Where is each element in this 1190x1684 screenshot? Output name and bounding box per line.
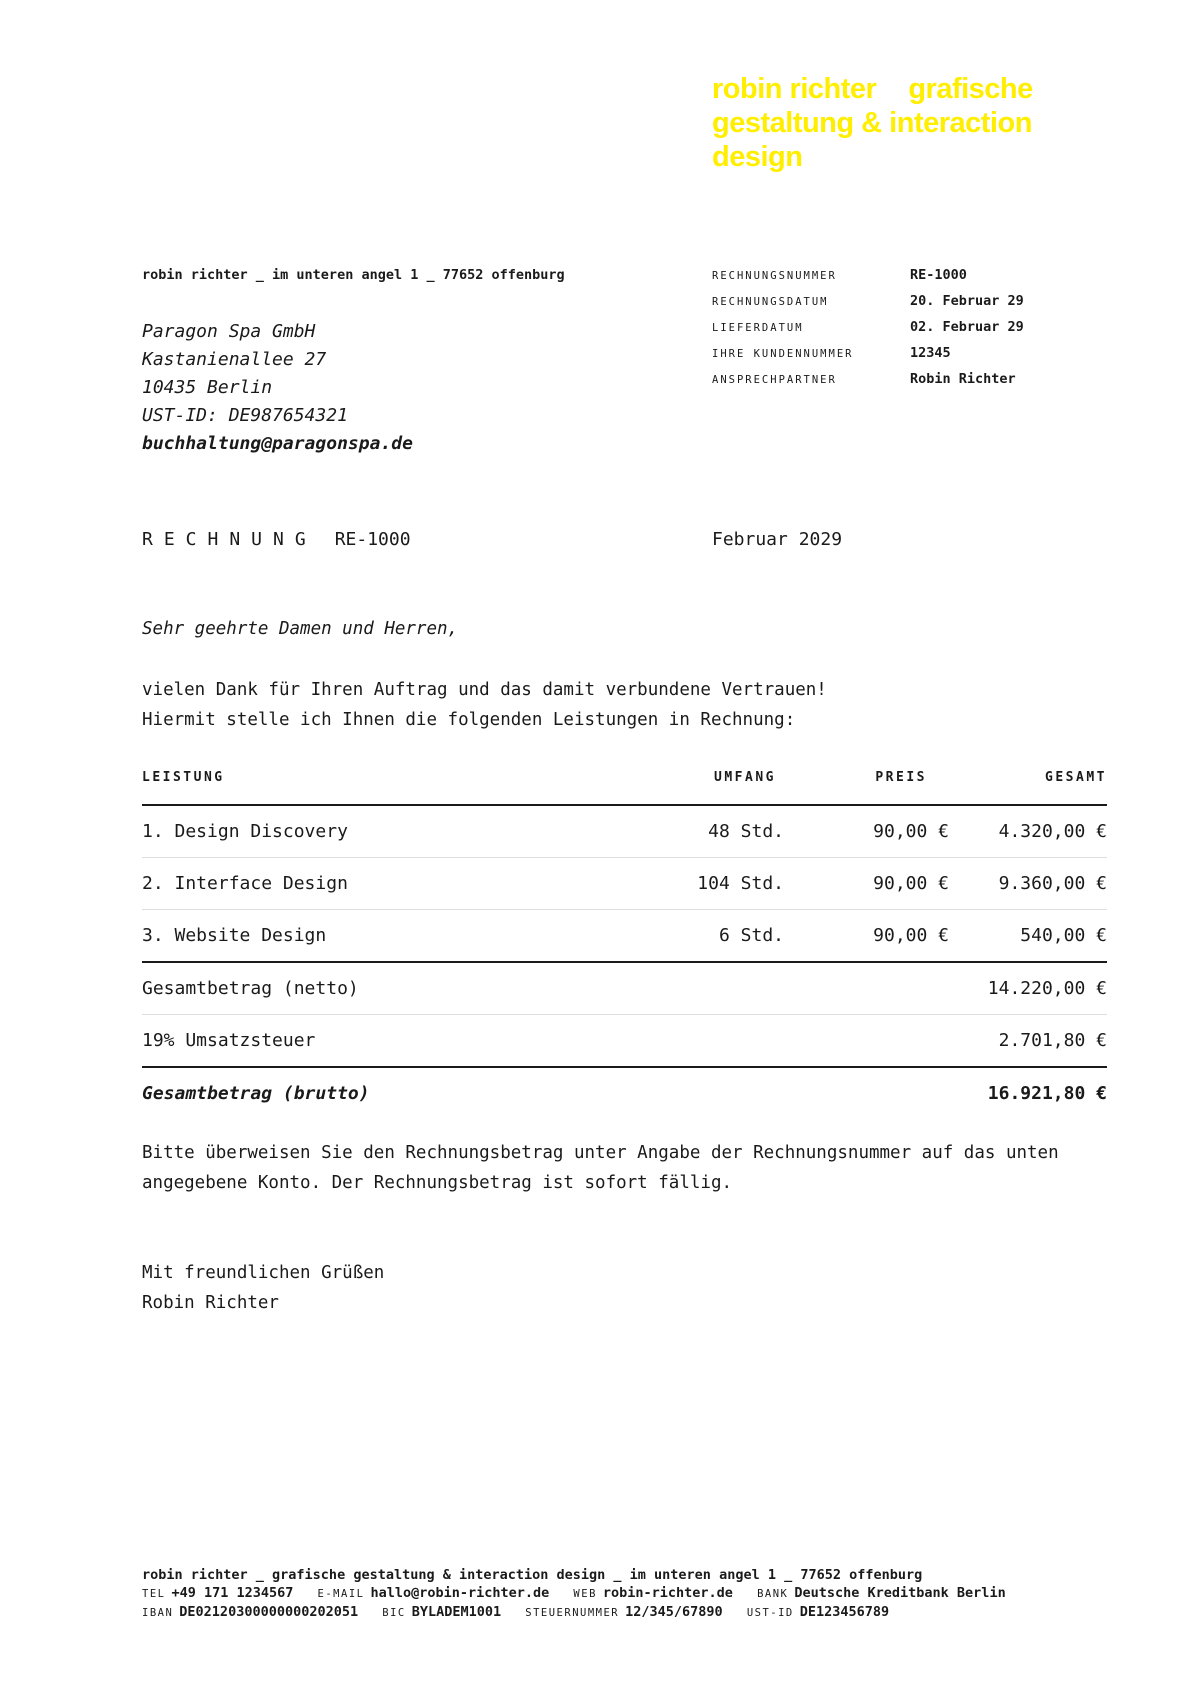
services-table xyxy=(142,770,1107,1119)
invoice-title-word: RECHNUNG xyxy=(142,529,317,550)
recipient-address xyxy=(142,318,413,458)
footer xyxy=(142,1566,1022,1622)
footer-finance-line xyxy=(142,1603,1022,1622)
recipient-vat: UST-ID: DE987654321 xyxy=(142,405,348,426)
meta-label: RECHNUNGSNUMMER xyxy=(712,270,837,282)
header-total: GESAMT xyxy=(1045,770,1107,785)
footer-tax-number: 12/345/67890 xyxy=(625,1604,723,1620)
brand-logo xyxy=(712,72,1072,174)
meta-label: RECHNUNGSDATUM xyxy=(712,296,829,308)
gross-total-row xyxy=(142,1068,1107,1119)
invoice-title xyxy=(142,529,411,550)
payment-instructions xyxy=(142,1138,1102,1198)
payment-line: Bitte überweisen Sie den Rechnungsbetrag unter Angabe der Rechnungsnummer auf das unten xyxy=(142,1143,1059,1163)
table-row xyxy=(142,806,1107,858)
meta-value: 02. Februar 29 xyxy=(910,319,1024,335)
footer-web-label: WEB xyxy=(573,1588,597,1600)
row-item: 1. Design Discovery xyxy=(142,821,348,842)
net-total-label: Gesamtbetrag (netto) xyxy=(142,978,359,999)
footer-email-label: E-MAIL xyxy=(317,1588,365,1600)
meta-value: 20. Februar 29 xyxy=(910,293,1024,309)
closing-name: Robin Richter xyxy=(142,1293,279,1313)
closing-greeting: Mit freundlichen Grüßen xyxy=(142,1263,385,1283)
tax-value: 2.701,80 € xyxy=(998,1030,1107,1051)
gross-total-value: 16.921,80 € xyxy=(987,1083,1107,1104)
intro-line: Hiermit stelle ich Ihnen die folgenden Leistungen in Rechnung: xyxy=(142,710,796,730)
header-service: LEISTUNG xyxy=(142,770,225,785)
row-quantity: 6 Std. xyxy=(718,925,784,946)
meta-row-delivery-date xyxy=(712,319,1024,345)
row-price: 90,00 € xyxy=(873,925,949,946)
row-quantity: 104 Std. xyxy=(697,873,784,894)
footer-address: robin richter _ grafische gestaltung & interaction design _ im unteren angel 1 _ 77652 offenburg xyxy=(142,1567,923,1583)
header-quantity: UMFANG xyxy=(714,770,776,785)
row-total: 9.360,00 € xyxy=(998,873,1107,894)
tax-label: 19% Umsatzsteuer xyxy=(142,1030,316,1051)
salutation: Sehr geehrte Damen und Herren, xyxy=(142,619,459,639)
row-quantity: 48 Std. xyxy=(708,821,784,842)
invoice-title-number: RE-1000 xyxy=(334,529,411,550)
meta-value: 12345 xyxy=(910,345,951,361)
footer-bic: BYLADEM1001 xyxy=(411,1604,502,1620)
footer-web: robin-richter.de xyxy=(602,1585,733,1601)
brand-tagline: grafische gestaltung & interaction design xyxy=(712,73,1033,173)
row-total: 540,00 € xyxy=(1020,925,1107,946)
meta-row-invoice-date xyxy=(712,293,1024,319)
row-price: 90,00 € xyxy=(873,873,949,894)
recipient-street: Kastanienallee 27 xyxy=(142,349,327,370)
brand-name: robin richter xyxy=(712,73,877,105)
footer-contact-line xyxy=(142,1584,1022,1603)
row-item: 2. Interface Design xyxy=(142,873,348,894)
footer-tax-label: STEUERNUMMER xyxy=(525,1607,620,1619)
meta-label: ANSPRECHPARTNER xyxy=(712,374,837,386)
invoice-month: Februar 2029 xyxy=(712,529,843,550)
row-item: 3. Website Design xyxy=(142,925,327,946)
footer-bank-label: BANK xyxy=(757,1588,789,1600)
row-total: 4.320,00 € xyxy=(998,821,1107,842)
footer-vat-label: UST-ID xyxy=(746,1607,794,1619)
recipient-email: buchhaltung@paragonspa.de xyxy=(142,433,413,454)
footer-vat: DE123456789 xyxy=(799,1604,890,1620)
tax-row xyxy=(142,1015,1107,1068)
footer-iban: DE02120300000000202051 xyxy=(179,1604,359,1620)
gross-total-label: Gesamtbetrag (brutto) xyxy=(142,1083,370,1104)
closing xyxy=(142,1258,384,1318)
sender-line: robin richter _ im unteren angel 1 _ 77652 offenburg xyxy=(142,267,565,283)
meta-row-invoice-number xyxy=(712,267,1024,293)
invoice-meta xyxy=(712,267,1024,397)
table-header xyxy=(142,770,1107,806)
table-row xyxy=(142,858,1107,910)
footer-bank: Deutsche Kreditbank Berlin xyxy=(794,1585,1006,1601)
net-total-row xyxy=(142,963,1107,1015)
footer-bic-label: BIC xyxy=(382,1607,406,1619)
payment-line: angegebene Konto. Der Rechnungsbetrag ist sofort fällig. xyxy=(142,1173,733,1193)
table-row xyxy=(142,910,1107,963)
row-price: 90,00 € xyxy=(873,821,949,842)
recipient-company: Paragon Spa GmbH xyxy=(142,321,316,342)
intro-text xyxy=(142,675,827,735)
meta-row-contact-person xyxy=(712,371,1024,397)
recipient-city: 10435 Berlin xyxy=(142,377,273,398)
meta-label: IHRE KUNDENNUMMER xyxy=(712,348,854,360)
footer-tel-label: TEL xyxy=(142,1588,166,1600)
header-price: PREIS xyxy=(875,770,927,785)
meta-value: RE-1000 xyxy=(910,267,967,283)
net-total-value: 14.220,00 € xyxy=(987,978,1107,999)
meta-label: LIEFERDATUM xyxy=(712,322,804,334)
meta-row-customer-number xyxy=(712,345,1024,371)
footer-email: hallo@robin-richter.de xyxy=(370,1585,550,1601)
footer-tel: +49 171 1234567 xyxy=(171,1585,294,1601)
meta-value: Robin Richter xyxy=(910,371,1016,387)
footer-iban-label: IBAN xyxy=(142,1607,174,1619)
intro-line: vielen Dank für Ihren Auftrag und das damit verbundene Vertrauen! xyxy=(142,680,827,700)
